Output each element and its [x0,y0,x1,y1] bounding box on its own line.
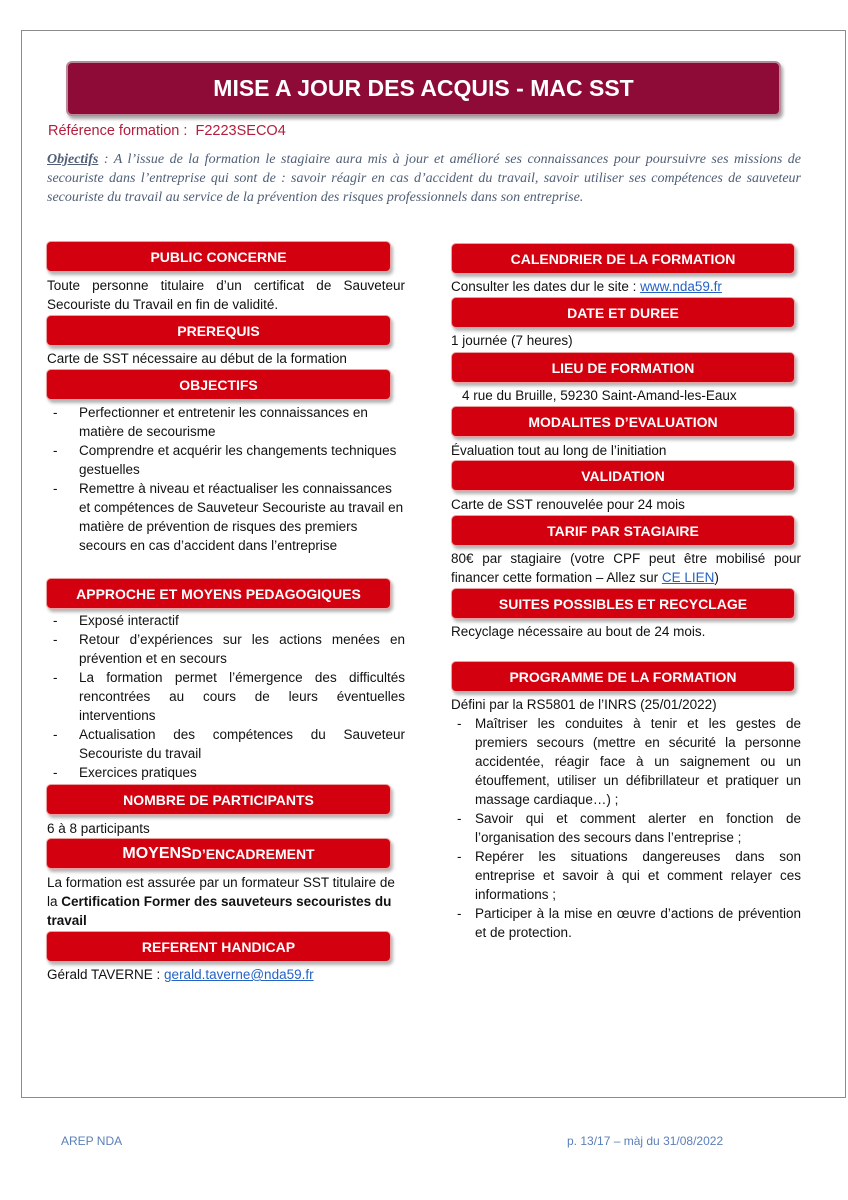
website-link[interactable]: www.nda59.fr [640,279,722,294]
objectifs-paragraph [47,150,801,207]
encadrement-text [47,873,405,930]
header-public-concerne: PUBLIC CONCERNE [46,241,391,272]
header-encadrement [46,838,391,869]
calendrier-text-main: Consulter les dates dur le site : [451,279,641,294]
list-item: - Exercices pratiques [47,763,405,782]
header-referent-handicap: REFERENT HANDICAP [46,931,391,962]
list-item: - La formation permet l’émergence des difficultés rencontrées au cours de leurs éventuelles interventions [47,668,405,725]
footer-page-info: p. 13/17 – màj du 31/08/2022 [567,1134,724,1148]
header-participants: NOMBRE DE PARTICIPANTS [46,784,391,815]
suites-text: Recyclage nécessaire au bout de 24 mois. [451,624,706,639]
participants-text: 6 à 8 participants [47,821,150,836]
list-item: - Perfectionner et entretenir les connaissances en matière de secourisme [47,403,405,441]
approche-list [47,611,405,782]
encadrement-text-main: La formation est assurée par un formateur SST titulaire de la [47,875,395,909]
header-prerequis: PREREQUIS [46,315,391,346]
reference-code: F2223SECO4 [195,123,286,139]
calendrier-text [451,277,801,296]
referent-name: Gérald TAVERNE : [47,967,165,982]
lieu-text: 4 rue du Bruille, 59230 Saint-Amand-les-Eaux [462,388,737,403]
list-item: - Remettre à niveau et réactualiser les connaissances et compétences de Sauveteur Secouriste au travail en matière de prévention de risques des premiers secours en cas d’accident dans l’entreprise [47,479,405,555]
objectifs-label: Objectifs [47,152,99,167]
header-modalites: MODALITES D’EVALUATION [451,406,795,437]
list-item: - Comprendre et acquérir les changements techniques gestuelles [47,441,405,479]
header-validation: VALIDATION [451,460,795,491]
objectifs-list [47,403,405,555]
programme-list [451,714,801,942]
header-approche: APPROCHE ET MOYENS PEDAGOGIQUES [46,578,391,609]
header-objectifs: OBJECTIFS [46,369,391,400]
footer-left: AREP NDA [61,1134,123,1148]
header-tarif: TARIF PAR STAGIAIRE [451,515,795,546]
reference-line [48,123,286,139]
encadrement-header-rest: D’ENCADREMENT [191,845,315,862]
header-suites: SUITES POSSIBLES ET RECYCLAGE [451,588,795,619]
date-duree-text: 1 journée (7 heures) [451,333,573,348]
header-lieu: LIEU DE FORMATION [451,352,795,383]
tarif-text-main: 80€ par stagiaire (votre CPF peut être mobilisé pour financer cette formation – Allez sur [451,551,801,585]
list-item: - Retour d’expériences sur les actions menées en prévention et en secours [47,630,405,668]
header-programme: PROGRAMME DE LA FORMATION [451,661,795,692]
reference-label: Référence formation : [48,123,188,139]
public-concerne-text: Toute personne titulaire d’un certificat de Sauveteur Secouriste du Travail en fin de validité. [47,278,405,312]
prerequis-text: Carte de SST nécessaire au début de la formation [47,351,347,366]
referent-handicap-text [47,965,405,984]
list-item: - Actualisation des compétences du Sauveteur Secouriste du travail [47,725,405,763]
cpf-link[interactable]: CE LIEN [661,570,715,585]
list-item: - Exposé interactif [47,611,405,630]
encadrement-text-bold: Certification Former des sauveteurs secouristes du travail [47,894,392,928]
tarif-text [451,549,801,587]
page-title: MISE A JOUR DES ACQUIS - MAC SST [66,61,781,116]
list-item: - Savoir qui et comment alerter en fonction de l’organisation des secours dans l’entreprise ; [451,809,801,847]
list-item: - Repérer les situations dangereuses dans son entreprise et savoir à qui et comment relayer ces informations ; [451,847,801,904]
validation-text: Carte de SST renouvelée pour 24 mois [451,497,685,512]
programme-intro: Défini par la RS5801 de l’INRS (25/01/2022) [451,697,717,712]
header-date-duree: DATE ET DUREE [451,297,795,328]
list-item: - Maîtriser les conduites à tenir et les gestes de premiers secours (mettre en sécurité la personne accidentée, réagir face à un saignement ou un étouffement, utiliser un défibrillateur et pratiquer un massage cardiaque…) ; [451,714,801,809]
encadrement-header-big: MOYENS [122,844,192,862]
referent-email-link[interactable]: gerald.taverne@nda59.fr [164,967,314,982]
tarif-text-after: ) [714,570,719,585]
list-item: - Participer à la mise en œuvre d’actions de prévention et de protection. [451,904,801,942]
modalites-text: Évaluation tout au long de l’initiation [451,443,667,458]
objectifs-text: : A l’issue de la formation le stagiaire aura mis à jour et amélioré ses connaissances pour poursuivre ses missions de secouriste dans l’entreprise qui sont de : savoir réagir en cas d’accident du travail, savoir utiliser ses compétences de sauveteur secouriste du travail au service de la prévention des risques professionnels dans son entreprise. [47,152,801,205]
header-calendrier: CALENDRIER DE LA FORMATION [451,243,795,274]
